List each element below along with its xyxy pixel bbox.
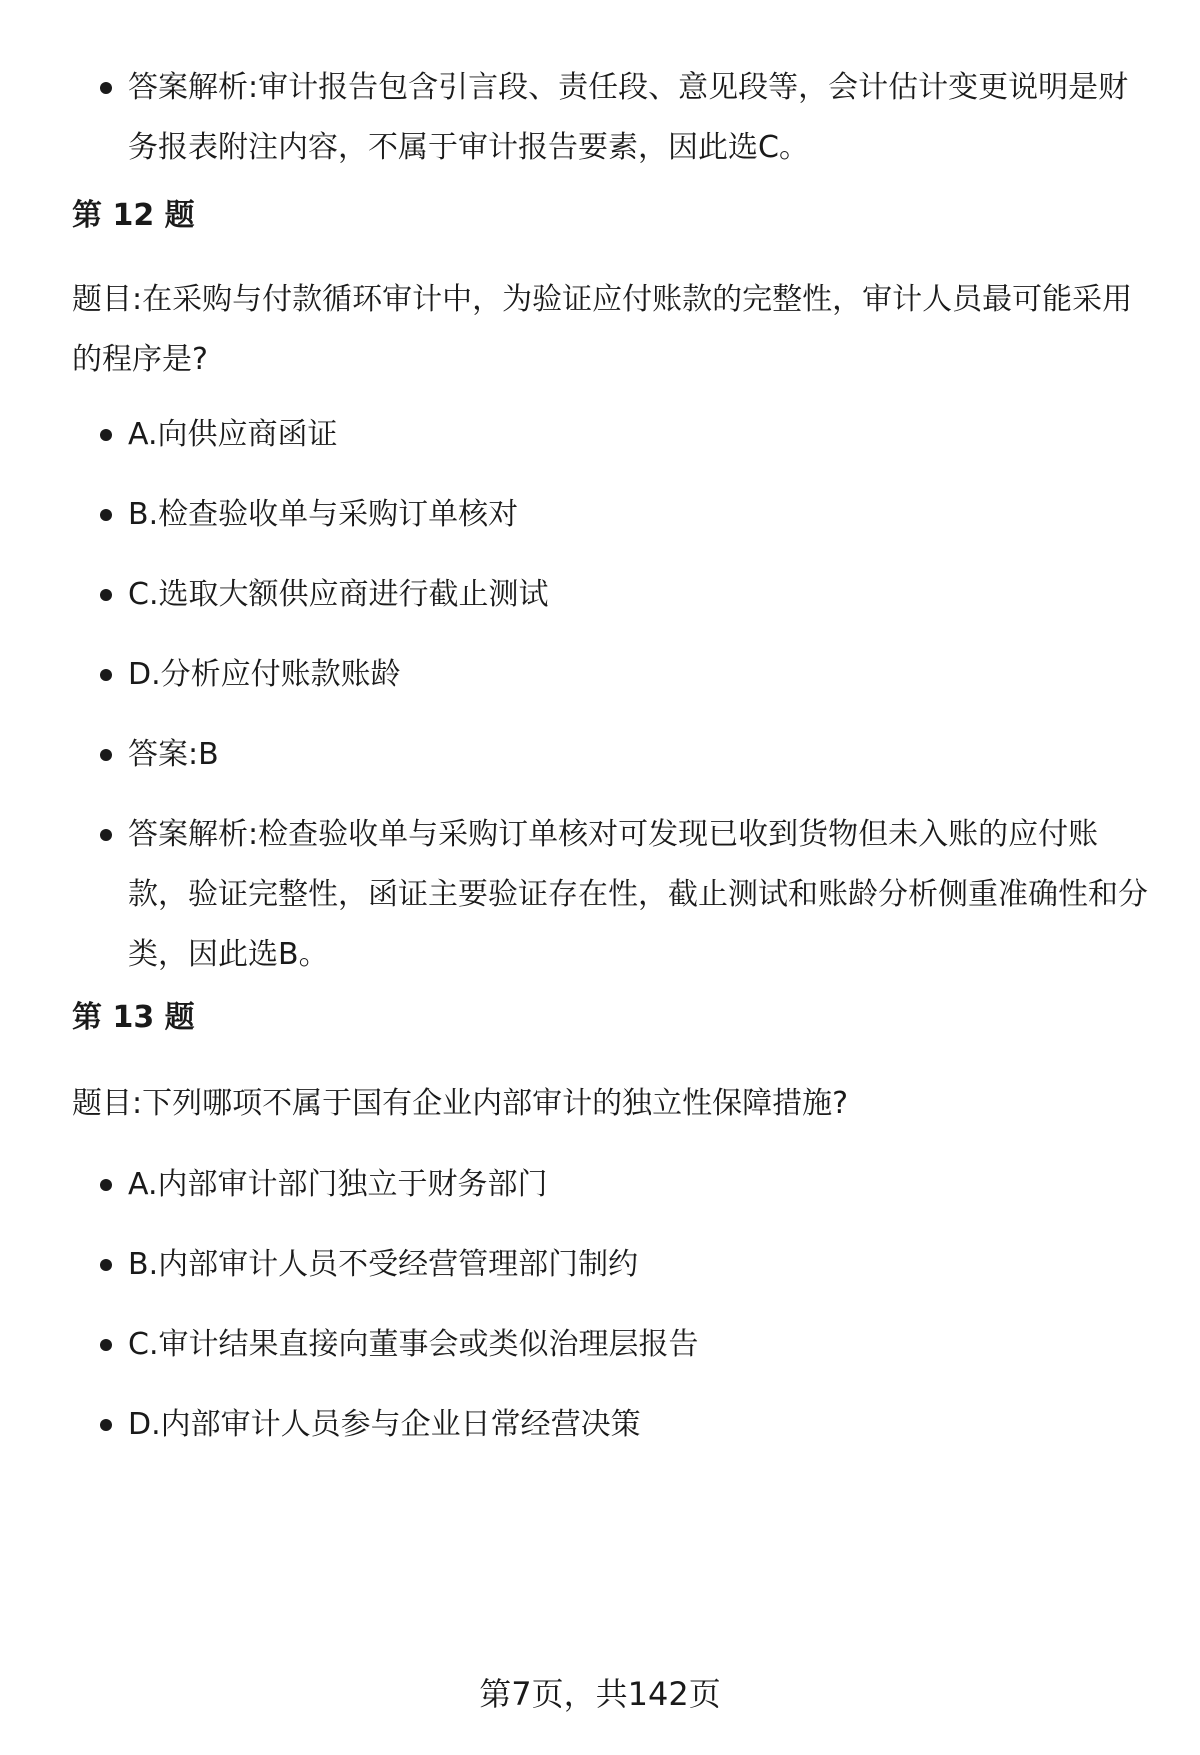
q13-question: 题目:下列哪项不属于国有企业内部审计的独立性保障措施? [72, 1086, 849, 1121]
q12-answer-text: 答案:B [128, 737, 219, 772]
q12-option-c-text: C.选取大额供应商进行截止测试 [128, 577, 549, 612]
q12-question: 题目:在采购与付款循环审计中，为验证应付账款的完整性，审计人员最可能采用的程序是? [72, 282, 1133, 377]
q13-option-a [128, 1155, 1148, 1215]
bullet-icon [100, 429, 112, 441]
q13-option-a-text: A.内部审计部门独立于财务部门 [128, 1167, 548, 1202]
bullet-icon [100, 589, 112, 601]
bullet-icon [100, 749, 112, 761]
q13-option-c [128, 1315, 1148, 1375]
bullet-icon [100, 509, 112, 521]
q12-option-b [128, 485, 1148, 545]
q13-option-d [128, 1395, 1148, 1455]
prev-explanation-item [128, 58, 1148, 178]
q12-answer [128, 725, 1148, 785]
q12-option-c [128, 565, 1148, 625]
q13-heading: 第 13 题 [72, 1000, 195, 1035]
bullet-icon [100, 1259, 112, 1271]
bullet-icon [100, 1339, 112, 1351]
q13-option-b-text: B.内部审计人员不受经营管理部门制约 [128, 1247, 639, 1282]
page-footer: 第7页，共142页 [479, 1675, 721, 1713]
q12-explanation [128, 805, 1148, 985]
bullet-icon [100, 669, 112, 681]
bullet-icon [100, 1179, 112, 1191]
q12-heading: 第 12 题 [72, 198, 195, 233]
q13-option-b [128, 1235, 1148, 1295]
q12-option-b-text: B.检查验收单与采购订单核对 [128, 497, 519, 532]
q13-option-c-text: C.审计结果直接向董事会或类似治理层报告 [128, 1327, 699, 1362]
q12-option-d-text: D.分析应付账款账龄 [128, 657, 401, 692]
bullet-icon [100, 82, 112, 94]
q12-option-a-text: A.向供应商函证 [128, 417, 338, 452]
prev-explanation-text: 答案解析:审计报告包含引言段、责任段、意见段等，会计估计变更说明是财务报表附注内容，不属于审计报告要素，因此选C。 [128, 70, 1129, 165]
bullet-icon [100, 829, 112, 841]
q12-option-d [128, 645, 1148, 705]
q12-option-a [128, 405, 1148, 465]
q12-explanation-text: 答案解析:检查验收单与采购订单核对可发现已收到货物但未入账的应付账款，验证完整性，函证主要验证存在性，截止测试和账龄分析侧重准确性和分类，因此选B。 [128, 817, 1148, 972]
bullet-icon [100, 1419, 112, 1431]
q13-option-d-text: D.内部审计人员参与企业日常经营决策 [128, 1407, 641, 1442]
